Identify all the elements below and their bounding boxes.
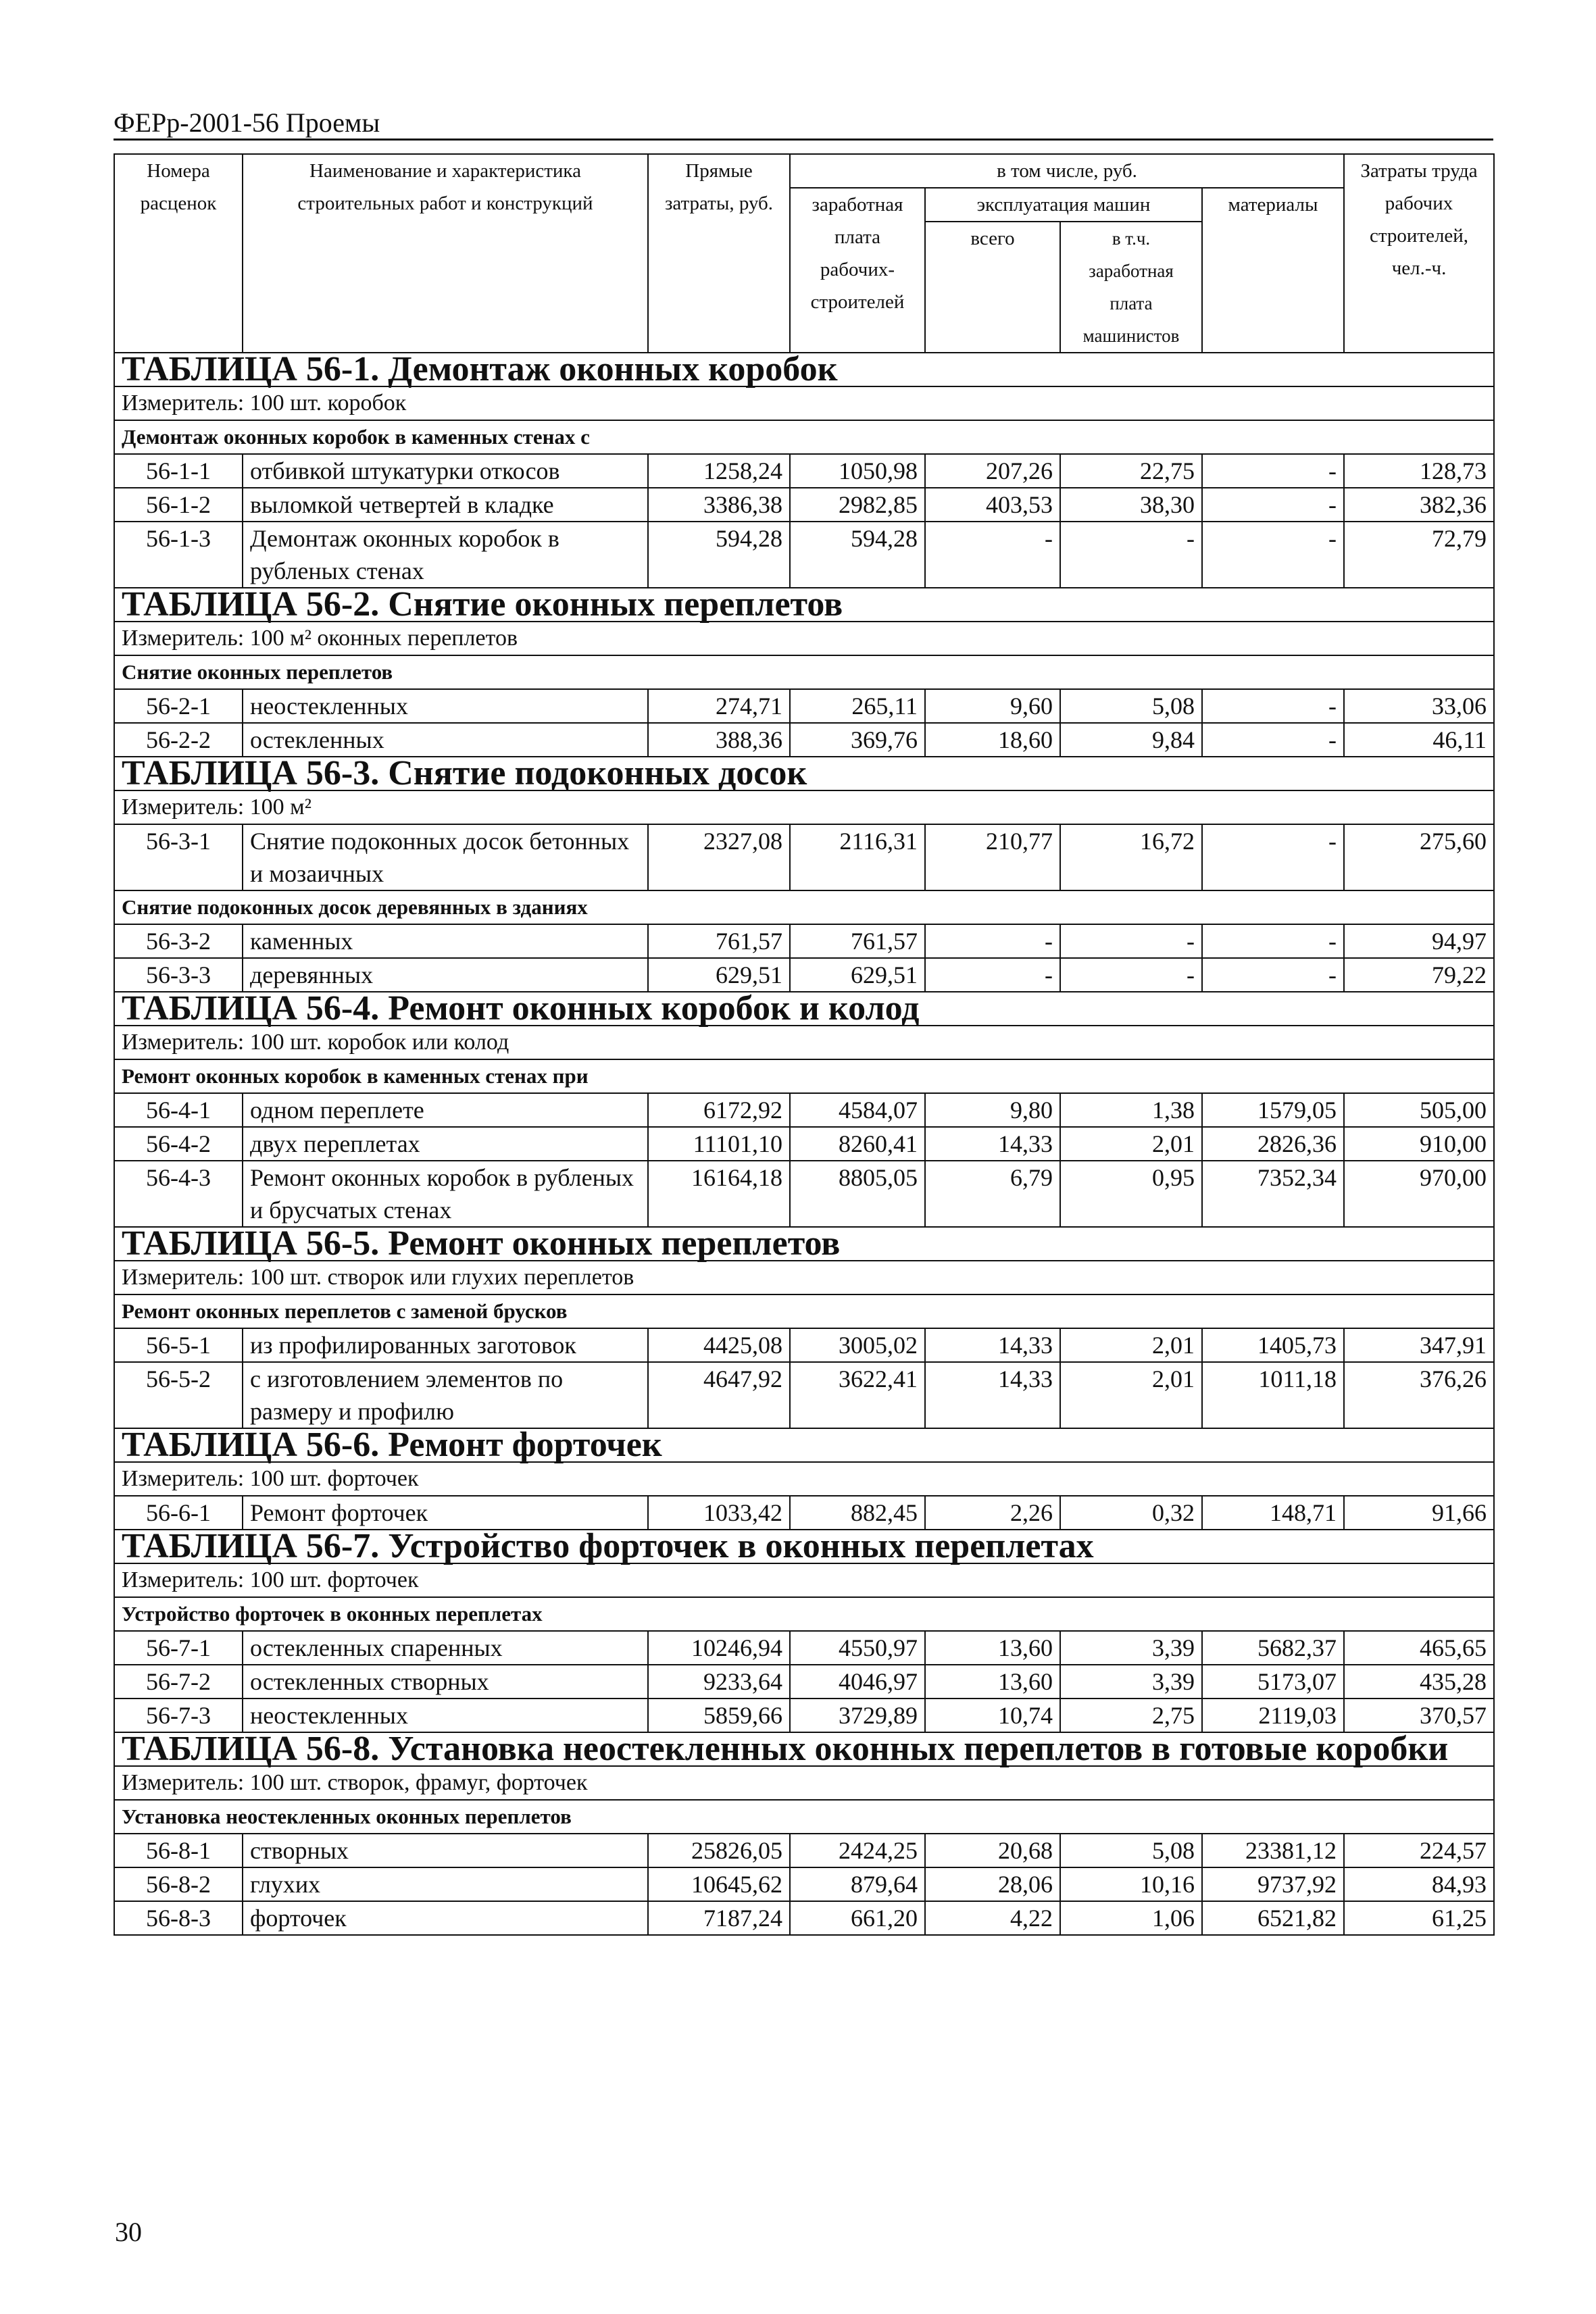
cell-machines: 13,60 xyxy=(925,1631,1060,1665)
group-heading-row xyxy=(114,655,1494,689)
col-header-materials: материалы xyxy=(1202,188,1344,353)
group-heading: Снятие подоконных досок деревянных в зданиях xyxy=(114,890,1494,924)
cell-wages: 629,51 xyxy=(790,958,925,992)
cell-machine-wages: 2,75 xyxy=(1060,1699,1202,1732)
table-row xyxy=(114,1699,1494,1732)
cell-labor: 94,97 xyxy=(1344,924,1494,958)
cell-wages: 8260,41 xyxy=(790,1127,925,1161)
cell-machine-wages: - xyxy=(1060,958,1202,992)
cell-name: каменных xyxy=(243,924,648,958)
cell-machines: 14,33 xyxy=(925,1328,1060,1362)
cell-wages: 3005,02 xyxy=(790,1328,925,1362)
cell-machines: 13,60 xyxy=(925,1665,1060,1699)
col-header-machines: эксплуатация машин xyxy=(925,188,1202,222)
table-row xyxy=(114,723,1494,757)
cell-wages: 2982,85 xyxy=(790,488,925,522)
cell-machine-wages: 3,39 xyxy=(1060,1631,1202,1665)
cell-direct: 3386,38 xyxy=(648,488,790,522)
price-table-body xyxy=(114,154,1494,1935)
col-header-code: Номера расценок xyxy=(114,154,243,353)
cell-machine-wages: - xyxy=(1060,522,1202,588)
section-title: ТАБЛИЦА 56-3. Снятие подоконных досок xyxy=(114,757,1494,790)
cell-machines: 6,79 xyxy=(925,1161,1060,1227)
section-title: ТАБЛИЦА 56-6. Ремонт форточек xyxy=(114,1428,1494,1462)
group-heading-row xyxy=(114,1800,1494,1834)
cell-direct: 274,71 xyxy=(648,689,790,723)
cell-machines: - xyxy=(925,522,1060,588)
cell-code: 56-8-3 xyxy=(114,1901,243,1935)
cell-direct: 25826,05 xyxy=(648,1834,790,1867)
cell-labor: 382,36 xyxy=(1344,488,1494,522)
cell-machines: 20,68 xyxy=(925,1834,1060,1867)
table-row xyxy=(114,1834,1494,1867)
cell-code: 56-4-2 xyxy=(114,1127,243,1161)
cell-code: 56-2-1 xyxy=(114,689,243,723)
measurer-row xyxy=(114,1766,1494,1800)
group-heading: Установка неостекленных оконных переплетов xyxy=(114,1800,1494,1834)
cell-machine-wages: 2,01 xyxy=(1060,1328,1202,1362)
cell-direct: 1258,24 xyxy=(648,454,790,488)
col-header-machines-total: всего xyxy=(925,222,1060,353)
col-header-name: Наименование и характеристика строительных работ и конструкций xyxy=(243,154,648,353)
measurer-row xyxy=(114,1026,1494,1059)
cell-code: 56-3-1 xyxy=(114,824,243,890)
cell-machine-wages: - xyxy=(1060,924,1202,958)
cell-labor: 370,57 xyxy=(1344,1699,1494,1732)
measurer-text: Измеритель: 100 шт. форточек xyxy=(114,1462,1494,1496)
cell-materials: 7352,34 xyxy=(1202,1161,1344,1227)
running-head: ФЕРр-2001-56 Проемы xyxy=(114,107,380,138)
measurer-row xyxy=(114,1563,1494,1597)
section-title-row xyxy=(114,1428,1494,1462)
cell-code: 56-8-1 xyxy=(114,1834,243,1867)
cell-labor: 84,93 xyxy=(1344,1867,1494,1901)
cell-labor: 505,00 xyxy=(1344,1093,1494,1127)
cell-materials: 148,71 xyxy=(1202,1496,1344,1530)
price-table-container xyxy=(114,153,1493,1936)
cell-materials: - xyxy=(1202,723,1344,757)
cell-name: выломкой четвертей в кладке xyxy=(243,488,648,522)
cell-materials: - xyxy=(1202,522,1344,588)
cell-wages: 3729,89 xyxy=(790,1699,925,1732)
section-title-row xyxy=(114,992,1494,1026)
cell-materials: 9737,92 xyxy=(1202,1867,1344,1901)
cell-machine-wages: 16,72 xyxy=(1060,824,1202,890)
cell-wages: 4550,97 xyxy=(790,1631,925,1665)
cell-labor: 435,28 xyxy=(1344,1665,1494,1699)
cell-materials: - xyxy=(1202,924,1344,958)
cell-machine-wages: 1,38 xyxy=(1060,1093,1202,1127)
cell-labor: 910,00 xyxy=(1344,1127,1494,1161)
cell-machine-wages: 9,84 xyxy=(1060,723,1202,757)
cell-direct: 2327,08 xyxy=(648,824,790,890)
cell-wages: 761,57 xyxy=(790,924,925,958)
section-title-row xyxy=(114,1732,1494,1766)
cell-labor: 61,25 xyxy=(1344,1901,1494,1935)
cell-machines: - xyxy=(925,958,1060,992)
group-heading-row xyxy=(114,1294,1494,1328)
cell-name: с изготовлением элементов по размеру и профилю xyxy=(243,1362,648,1428)
cell-machines: 14,33 xyxy=(925,1127,1060,1161)
cell-materials: 23381,12 xyxy=(1202,1834,1344,1867)
cell-labor: 91,66 xyxy=(1344,1496,1494,1530)
measurer-text: Измеритель: 100 шт. коробок xyxy=(114,386,1494,420)
section-title-row xyxy=(114,1227,1494,1261)
measurer-row xyxy=(114,1261,1494,1294)
col-header-labor: Затраты труда рабочих строителей, чел.-ч. xyxy=(1344,154,1494,353)
cell-materials: - xyxy=(1202,958,1344,992)
cell-direct: 1033,42 xyxy=(648,1496,790,1530)
measurer-text: Измеритель: 100 шт. створок или глухих переплетов xyxy=(114,1261,1494,1294)
cell-name: остекленных створных xyxy=(243,1665,648,1699)
cell-name: из профилированных заготовок xyxy=(243,1328,648,1362)
cell-direct: 10246,94 xyxy=(648,1631,790,1665)
cell-wages: 882,45 xyxy=(790,1496,925,1530)
cell-name: отбивкой штукатурки откосов xyxy=(243,454,648,488)
group-heading-row xyxy=(114,1597,1494,1631)
group-heading-row xyxy=(114,420,1494,454)
measurer-row xyxy=(114,386,1494,420)
cell-code: 56-7-2 xyxy=(114,1665,243,1699)
table-row xyxy=(114,1631,1494,1665)
table-row xyxy=(114,924,1494,958)
measurer-text: Измеритель: 100 м² оконных переплетов xyxy=(114,622,1494,655)
cell-code: 56-5-1 xyxy=(114,1328,243,1362)
cell-direct: 7187,24 xyxy=(648,1901,790,1935)
cell-machines: 207,26 xyxy=(925,454,1060,488)
table-row xyxy=(114,1901,1494,1935)
group-heading: Ремонт оконных коробок в каменных стенах при xyxy=(114,1059,1494,1093)
cell-wages: 8805,05 xyxy=(790,1161,925,1227)
cell-labor: 72,79 xyxy=(1344,522,1494,588)
table-row xyxy=(114,958,1494,992)
table-row xyxy=(114,1127,1494,1161)
cell-machines: 14,33 xyxy=(925,1362,1060,1428)
cell-materials: 2119,03 xyxy=(1202,1699,1344,1732)
cell-machines: 10,74 xyxy=(925,1699,1060,1732)
measurer-text: Измеритель: 100 шт. форточек xyxy=(114,1563,1494,1597)
cell-direct: 4647,92 xyxy=(648,1362,790,1428)
cell-wages: 4046,97 xyxy=(790,1665,925,1699)
cell-code: 56-4-3 xyxy=(114,1161,243,1227)
section-title: ТАБЛИЦА 56-5. Ремонт оконных переплетов xyxy=(114,1227,1494,1261)
section-title: ТАБЛИЦА 56-8. Установка неостекленных оконных переплетов в готовые коробки xyxy=(114,1732,1494,1766)
header-rule xyxy=(114,139,1493,141)
cell-direct: 9233,64 xyxy=(648,1665,790,1699)
cell-code: 56-1-2 xyxy=(114,488,243,522)
cell-materials: - xyxy=(1202,454,1344,488)
cell-machines: 4,22 xyxy=(925,1901,1060,1935)
cell-wages: 4584,07 xyxy=(790,1093,925,1127)
table-row xyxy=(114,824,1494,890)
cell-labor: 128,73 xyxy=(1344,454,1494,488)
cell-name: деревянных xyxy=(243,958,648,992)
table-row xyxy=(114,1161,1494,1227)
cell-name: створных xyxy=(243,1834,648,1867)
group-heading: Ремонт оконных переплетов с заменой брусков xyxy=(114,1294,1494,1328)
cell-wages: 661,20 xyxy=(790,1901,925,1935)
cell-machine-wages: 5,08 xyxy=(1060,1834,1202,1867)
cell-direct: 10645,62 xyxy=(648,1867,790,1901)
cell-labor: 347,91 xyxy=(1344,1328,1494,1362)
cell-code: 56-1-3 xyxy=(114,522,243,588)
group-heading-row xyxy=(114,890,1494,924)
cell-direct: 629,51 xyxy=(648,958,790,992)
cell-code: 56-2-2 xyxy=(114,723,243,757)
cell-wages: 594,28 xyxy=(790,522,925,588)
measurer-row xyxy=(114,622,1494,655)
section-title-row xyxy=(114,353,1494,386)
cell-materials: 5173,07 xyxy=(1202,1665,1344,1699)
cell-direct: 6172,92 xyxy=(648,1093,790,1127)
cell-name: Снятие подоконных досок бетонных и мозаичных xyxy=(243,824,648,890)
cell-name: остекленных спаренных xyxy=(243,1631,648,1665)
cell-wages: 2116,31 xyxy=(790,824,925,890)
cell-wages: 369,76 xyxy=(790,723,925,757)
cell-direct: 594,28 xyxy=(648,522,790,588)
cell-machines: 28,06 xyxy=(925,1867,1060,1901)
cell-name: Демонтаж оконных коробок в рубленых стенах xyxy=(243,522,648,588)
cell-code: 56-4-1 xyxy=(114,1093,243,1127)
table-row xyxy=(114,488,1494,522)
table-row xyxy=(114,454,1494,488)
page-number: 30 xyxy=(115,2217,142,2247)
cell-direct: 4425,08 xyxy=(648,1328,790,1362)
cell-name: глухих xyxy=(243,1867,648,1901)
table-row xyxy=(114,1328,1494,1362)
cell-direct: 5859,66 xyxy=(648,1699,790,1732)
group-heading-row xyxy=(114,1059,1494,1093)
table-row xyxy=(114,689,1494,723)
cell-name: форточек xyxy=(243,1901,648,1935)
cell-machine-wages: 3,39 xyxy=(1060,1665,1202,1699)
col-header-incl: в том числе, руб. xyxy=(790,154,1344,188)
cell-code: 56-1-1 xyxy=(114,454,243,488)
cell-labor: 33,06 xyxy=(1344,689,1494,723)
cell-machines: 210,77 xyxy=(925,824,1060,890)
cell-code: 56-3-3 xyxy=(114,958,243,992)
table-row xyxy=(114,1867,1494,1901)
cell-code: 56-7-1 xyxy=(114,1631,243,1665)
group-heading: Демонтаж оконных коробок в каменных стенах с xyxy=(114,420,1494,454)
cell-machine-wages: 0,95 xyxy=(1060,1161,1202,1227)
cell-machine-wages: 38,30 xyxy=(1060,488,1202,522)
cell-machines: - xyxy=(925,924,1060,958)
cell-name: неостекленных xyxy=(243,1699,648,1732)
cell-code: 56-5-2 xyxy=(114,1362,243,1428)
cell-materials: - xyxy=(1202,488,1344,522)
cell-code: 56-3-2 xyxy=(114,924,243,958)
cell-name: одном переплете xyxy=(243,1093,648,1127)
cell-machines: 18,60 xyxy=(925,723,1060,757)
cell-name: остекленных xyxy=(243,723,648,757)
table-row xyxy=(114,1362,1494,1428)
section-title: ТАБЛИЦА 56-7. Устройство форточек в оконных переплетах xyxy=(114,1530,1494,1563)
section-title: ТАБЛИЦА 56-1. Демонтаж оконных коробок xyxy=(114,353,1494,386)
measurer-text: Измеритель: 100 м² xyxy=(114,790,1494,824)
group-heading: Устройство форточек в оконных переплетах xyxy=(114,1597,1494,1631)
price-table xyxy=(114,153,1495,1936)
cell-labor: 224,57 xyxy=(1344,1834,1494,1867)
cell-code: 56-6-1 xyxy=(114,1496,243,1530)
cell-materials: - xyxy=(1202,824,1344,890)
cell-labor: 275,60 xyxy=(1344,824,1494,890)
cell-wages: 1050,98 xyxy=(790,454,925,488)
table-row xyxy=(114,1496,1494,1530)
cell-materials: 2826,36 xyxy=(1202,1127,1344,1161)
cell-machines: 9,80 xyxy=(925,1093,1060,1127)
section-title-row xyxy=(114,757,1494,790)
cell-machine-wages: 0,32 xyxy=(1060,1496,1202,1530)
cell-machine-wages: 10,16 xyxy=(1060,1867,1202,1901)
cell-name: двух переплетах xyxy=(243,1127,648,1161)
cell-machine-wages: 2,01 xyxy=(1060,1127,1202,1161)
cell-direct: 11101,10 xyxy=(648,1127,790,1161)
cell-materials: 1405,73 xyxy=(1202,1328,1344,1362)
col-header-direct: Прямые затраты, руб. xyxy=(648,154,790,353)
cell-direct: 761,57 xyxy=(648,924,790,958)
header-row xyxy=(114,154,1494,188)
cell-machine-wages: 22,75 xyxy=(1060,454,1202,488)
cell-name: Ремонт оконных коробок в рубленых и брусчатых стенах xyxy=(243,1161,648,1227)
cell-wages: 2424,25 xyxy=(790,1834,925,1867)
cell-labor: 465,65 xyxy=(1344,1631,1494,1665)
cell-code: 56-8-2 xyxy=(114,1867,243,1901)
section-title-row xyxy=(114,588,1494,622)
cell-name: Ремонт форточек xyxy=(243,1496,648,1530)
cell-materials: 1011,18 xyxy=(1202,1362,1344,1428)
cell-machine-wages: 2,01 xyxy=(1060,1362,1202,1428)
table-row xyxy=(114,1093,1494,1127)
cell-materials: 5682,37 xyxy=(1202,1631,1344,1665)
table-row xyxy=(114,1665,1494,1699)
cell-labor: 46,11 xyxy=(1344,723,1494,757)
cell-materials: 6521,82 xyxy=(1202,1901,1344,1935)
col-header-machine-wages: в т.ч. заработная плата машинистов xyxy=(1060,222,1202,353)
cell-materials: - xyxy=(1202,689,1344,723)
table-row xyxy=(114,522,1494,588)
cell-labor: 970,00 xyxy=(1344,1161,1494,1227)
cell-code: 56-7-3 xyxy=(114,1699,243,1732)
cell-wages: 265,11 xyxy=(790,689,925,723)
col-header-wages: заработная плата рабочих-строителей xyxy=(790,188,925,353)
cell-name: неостекленных xyxy=(243,689,648,723)
section-title-row xyxy=(114,1530,1494,1563)
measurer-text: Измеритель: 100 шт. коробок или колод xyxy=(114,1026,1494,1059)
cell-materials: 1579,05 xyxy=(1202,1093,1344,1127)
cell-wages: 879,64 xyxy=(790,1867,925,1901)
cell-labor: 376,26 xyxy=(1344,1362,1494,1428)
measurer-text: Измеритель: 100 шт. створок, фрамуг, форточек xyxy=(114,1766,1494,1800)
cell-machine-wages: 5,08 xyxy=(1060,689,1202,723)
measurer-row xyxy=(114,790,1494,824)
cell-machines: 9,60 xyxy=(925,689,1060,723)
group-heading: Снятие оконных переплетов xyxy=(114,655,1494,689)
section-title: ТАБЛИЦА 56-2. Снятие оконных переплетов xyxy=(114,588,1494,622)
cell-labor: 79,22 xyxy=(1344,958,1494,992)
cell-wages: 3622,41 xyxy=(790,1362,925,1428)
cell-machine-wages: 1,06 xyxy=(1060,1901,1202,1935)
cell-direct: 16164,18 xyxy=(648,1161,790,1227)
measurer-row xyxy=(114,1462,1494,1496)
section-title: ТАБЛИЦА 56-4. Ремонт оконных коробок и колод xyxy=(114,992,1494,1026)
cell-machines: 403,53 xyxy=(925,488,1060,522)
cell-direct: 388,36 xyxy=(648,723,790,757)
cell-machines: 2,26 xyxy=(925,1496,1060,1530)
